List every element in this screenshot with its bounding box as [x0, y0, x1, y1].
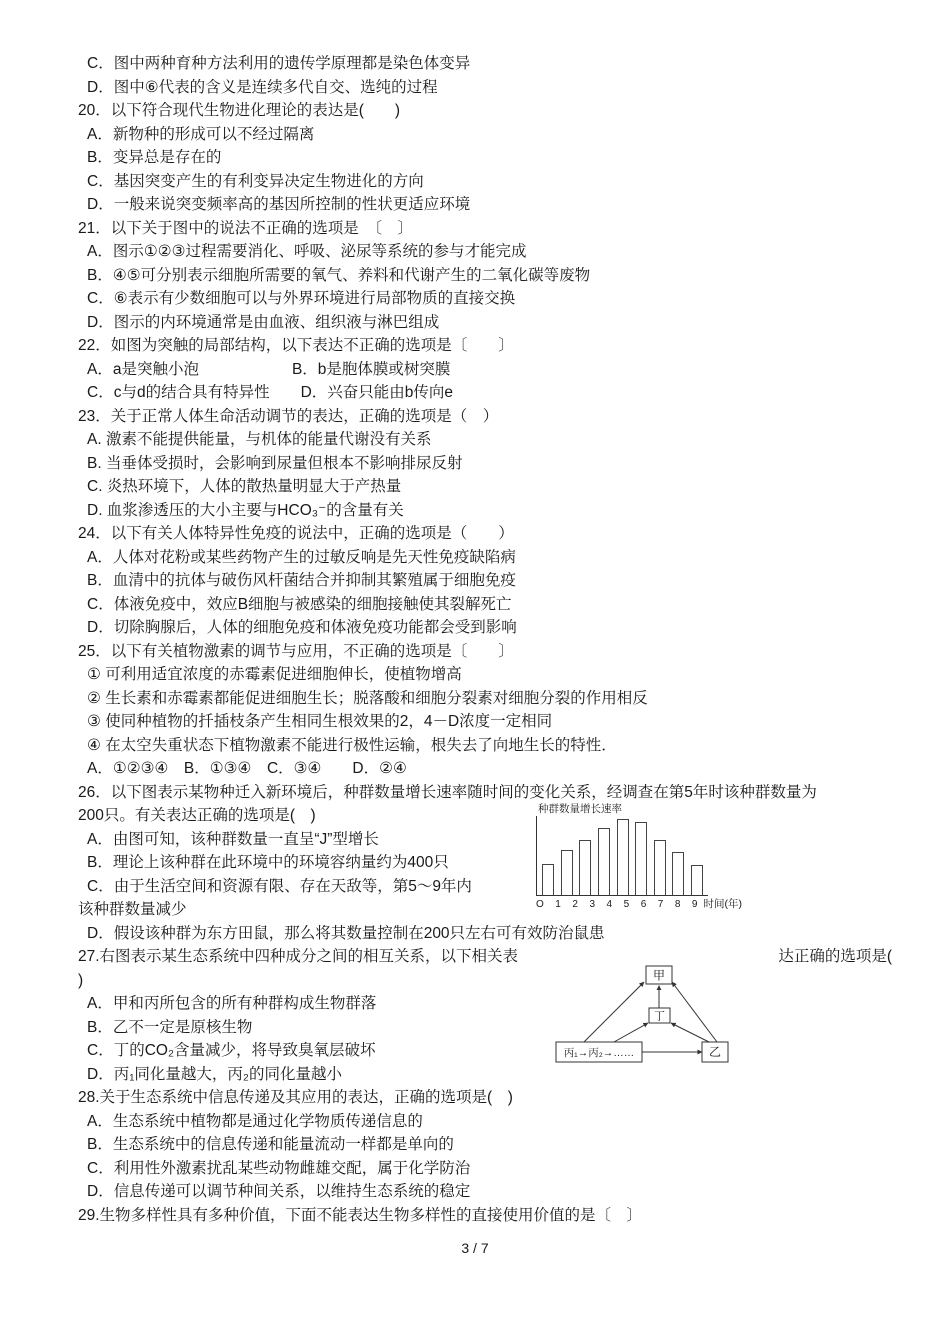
doc-line: A．生态系统中植物都是通过化学物质传递信息的 — [87, 1112, 423, 1130]
doc-line: C．由于生活空间和资源有限、存在天敌等，第5～9年内 — [87, 877, 472, 895]
doc-line: B．变异总是存在的 — [87, 149, 222, 166]
doc-line: B．④⑤可分别表示细胞所需要的氧气、养料和代谢产生的二氧化碳等废物 — [87, 266, 591, 284]
page-number: 3 / 7 — [461, 1240, 489, 1256]
chart-x-axis — [536, 896, 742, 911]
chart-x-tick: 9 — [691, 898, 698, 910]
doc-line: 25．以下有关植物激素的调节与应用，不正确的选项是〔 〕 — [78, 642, 514, 660]
doc-line: A．人体对花粉或某些药物产生的过敏反响是先天性免疫缺陷病 — [87, 548, 516, 566]
arrow-yi-to-ding — [671, 1023, 709, 1042]
doc-line: A．①②③④ B．①③④ C．③④ D．②④ — [87, 760, 407, 777]
arrow-yi-to-jia — [672, 982, 717, 1042]
doc-line-part: 27.右图表示某生态系统中四种成分之间的相互关系，以下相关表 — [78, 948, 519, 965]
doc-line: A．由图可知，该种群数量一直呈“J”型增长 — [87, 830, 379, 848]
doc-line: 22．如图为突触的局部结构，以下表达不正确的选项是〔 〕 — [78, 337, 514, 354]
chart-bar — [635, 822, 647, 895]
chart-bar — [598, 828, 610, 895]
doc-line: 23．关于正常人体生命活动调节的表达，正确的选项是（ ） — [78, 407, 499, 425]
doc-line: B．生态系统中的信息传递和能量流动一样都是单向的 — [87, 1136, 454, 1153]
chart-bar — [579, 840, 591, 895]
doc-line: ③ 使同种植物的扦插枝条产生相同生根效果的2，4－D浓度一定相同 — [87, 713, 553, 730]
doc-line: A．甲和丙所包含的所有种群构成生物群落 — [87, 995, 377, 1012]
doc-line: B. 当垂体受损时，会影响到尿量但根本不影响排尿反射 — [87, 454, 463, 472]
chart-bar — [617, 819, 629, 895]
doc-line: B．理论上该种群在此环境中的环境容纳量约为400只 — [87, 854, 449, 871]
doc-line: C．图中两种育种方法利用的遗传学原理都是染色体变异 — [87, 55, 471, 72]
doc-line: 21．以下关于图中的说法不正确的选项是 〔 〕 — [78, 219, 413, 237]
doc-line: D．图中⑥代表的含义是连续多代自交、选纯的过程 — [87, 78, 438, 96]
node-bing-label: 丙₁→丙₂→…… — [563, 1047, 635, 1059]
doc-line: ② 生长素和赤霉素都能促进细胞生长；脱落酸和细胞分裂素对细胞分裂的作用相反 — [87, 689, 648, 707]
doc-line: ) — [78, 971, 84, 989]
doc-line: 20．以下符合现代生物进化理论的表达是( ) — [78, 102, 401, 119]
doc-line: ① 可利用适宜浓度的赤霉素促进细胞伸长，使植物增高 — [87, 666, 462, 683]
doc-line: D．图示的内环境通常是由血液、组织液与淋巴组成 — [87, 313, 440, 331]
doc-line: 该种群数量减少 — [78, 901, 187, 918]
chart-x-ticks — [536, 898, 700, 910]
doc-line-part: 达正确的选项是( — [778, 948, 892, 965]
chart-bar — [542, 864, 554, 895]
doc-line: D．一般来说突变频率高的基因所控制的性状更适应环境 — [87, 196, 471, 213]
doc-line: D．丙₁同化量越大，丙₂的同化量越小 — [87, 1065, 342, 1083]
arrow-bing-to-ding — [614, 1023, 648, 1042]
chart-bar — [672, 852, 684, 895]
chart-x-axis-label: 时间(年) — [703, 898, 742, 910]
chart-bar — [654, 840, 666, 895]
chart-x-tick: 2 — [572, 898, 578, 910]
doc-line: C. 炎热环境下，人体的散热量明显大于产热量 — [87, 478, 402, 495]
chart-y-axis-label: 种群数量增长速率 — [538, 803, 622, 815]
doc-line: D．假设该种群为东方田鼠，那么将其数量控制在200只左右可有效防治鼠患 — [87, 924, 605, 942]
chart-bar — [561, 850, 573, 895]
doc-line: ④ 在太空失重状态下植物激素不能进行极性运输，根失去了向地生长的特性． — [87, 736, 617, 754]
doc-line: A．图示①②③过程需要消化、呼吸、泌尿等系统的参与才能完成 — [87, 243, 527, 260]
population-growth-chart — [528, 802, 742, 911]
node-yi-label: 乙 — [708, 1045, 722, 1059]
chart-plot-area — [536, 816, 708, 896]
chart-x-tick: 1 — [555, 898, 561, 910]
exam-text-block — [78, 52, 892, 1227]
node-ding-label: 丁 — [654, 1010, 665, 1023]
chart-x-tick: 6 — [640, 898, 647, 910]
ecosystem-diagram — [554, 964, 744, 1068]
chart-x-tick: 7 — [657, 898, 664, 910]
doc-line: D．信息传递可以调节种间关系，以维持生态系统的稳定 — [87, 1183, 471, 1200]
doc-line: C．基因突变产生的有利变异决定生物进化的方向 — [87, 172, 424, 190]
doc-line: 29.生物多样性具有多种价值，下面不能表达生物多样性的直接使用价值的是〔 〕 — [78, 1206, 643, 1224]
doc-line — [78, 945, 892, 969]
doc-line: B．血清中的抗体与破伤风杆菌结合并抑制其繁殖属于细胞免疫 — [87, 572, 516, 589]
doc-line: 26．以下图表示某物种迁入新环境后，种群数量增长速率随时间的变化关系，经调查在第5年时该种群数量为 — [78, 783, 817, 801]
doc-line: 28.关于生态系统中信息传递及其应用的表达，正确的选项是( ) — [78, 1089, 513, 1106]
doc-line: A. 激素不能提供能量，与机体的能量代谢没有关系 — [87, 431, 432, 448]
doc-line: A．a是突触小泡 B．b是胞体膜或树突膜 — [87, 360, 451, 378]
chart-x-tick: 4 — [606, 898, 613, 910]
node-jia-label: 甲 — [652, 968, 666, 983]
doc-line: C．利用性外激素扰乱某些动物雌雄交配，属于化学防治 — [87, 1159, 471, 1177]
doc-line: D. 血浆渗透压的大小主要与HCO₃⁻的含量有关 — [87, 501, 404, 519]
chart-x-tick: 5 — [623, 898, 630, 910]
doc-line: B．乙不一定是原核生物 — [87, 1018, 253, 1036]
doc-line: D．切除胸腺后，人体的细胞免疫和体液免疫功能都会受到影响 — [87, 619, 517, 636]
doc-line: 24．以下有关人体特异性免疫的说法中，正确的选项是（ ） — [78, 525, 514, 542]
arrow-bing-to-jia — [584, 982, 644, 1042]
chart-x-tick: 3 — [589, 898, 596, 910]
doc-line: C．⑥表示有少数细胞可以与外界环境进行局部物质的直接交换 — [87, 290, 516, 307]
doc-line: 200只。有关表达正确的选项是( ) — [78, 807, 316, 824]
chart-x-tick: 8 — [674, 898, 681, 910]
chart-bar — [691, 865, 703, 895]
chart-x-tick: O — [536, 898, 544, 910]
doc-line: C．体液免疫中，效应B细胞与被感染的细胞接触使其裂解死亡 — [87, 595, 512, 613]
doc-line: C．c与d的结合具有特异性 D．兴奋只能由b传向e — [87, 384, 453, 401]
doc-line: A．新物种的形成可以不经过隔离 — [87, 125, 315, 143]
ecosystem-diagram-svg — [554, 964, 744, 1068]
doc-line: C．丁的CO₂含量减少，将导致臭氧层破坏 — [87, 1042, 376, 1059]
